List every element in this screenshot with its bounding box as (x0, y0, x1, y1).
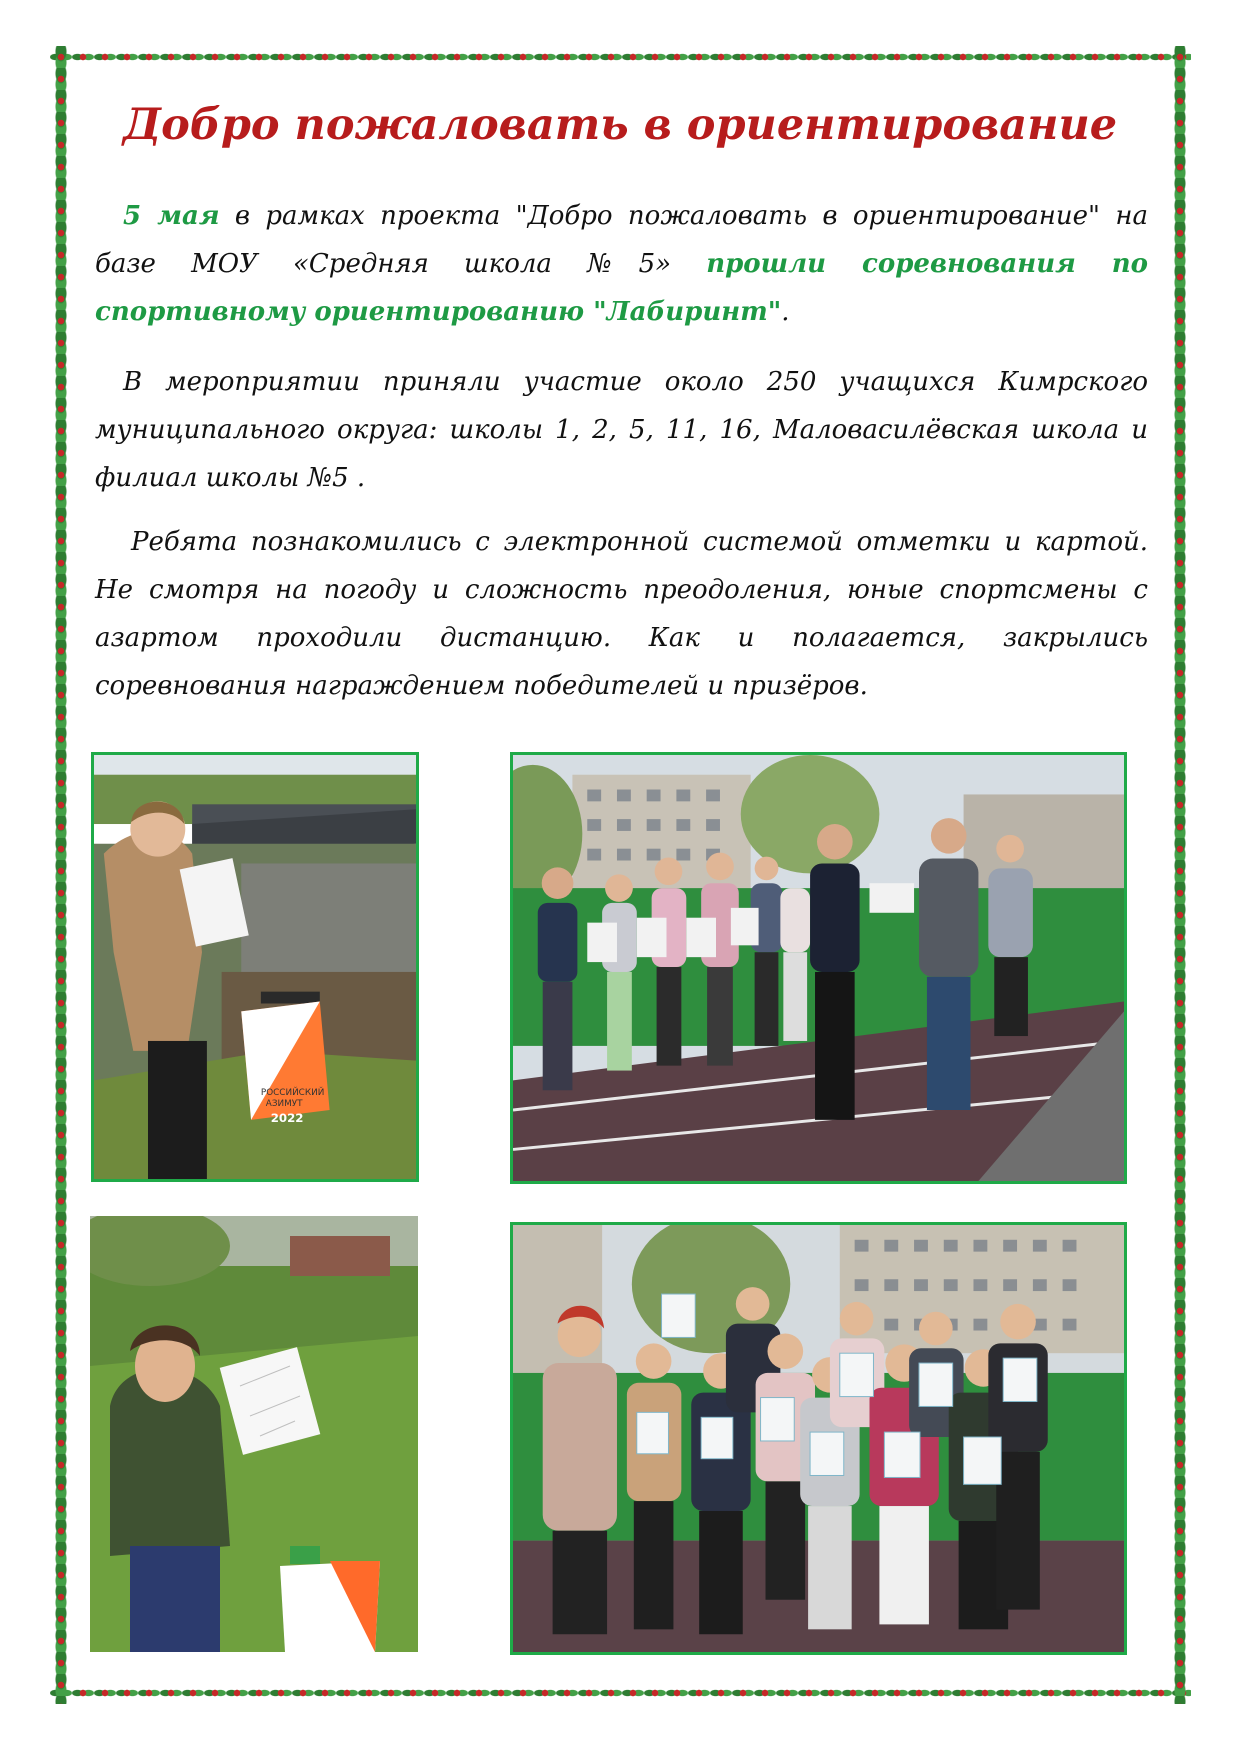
photo-group-winners (510, 1222, 1127, 1655)
paragraph-participants: В мероприятии приняли участие около 250 учащихся Кимрского муниципального округа: школы 1, 2, 5, 11, 16, Маловасилёвская школа и филиал школы №5 . (95, 367, 1148, 493)
photo-girl-with-map (90, 1216, 418, 1652)
event-date: 5 мая (123, 201, 220, 231)
photo-boy-at-control-point (91, 752, 419, 1182)
flag-text-line1: РОССИЙСКИЙ (260, 1088, 325, 1099)
page-title: Добро пожаловать в ориентирование (122, 100, 1118, 150)
paragraph-event (95, 192, 1148, 336)
event-highlight: прошли соревнования по спортивному ориентированию "Лабиринт" (95, 249, 1148, 327)
holly-border-bottom (50, 1682, 1191, 1704)
flag-text-year: 2022 (270, 1110, 304, 1125)
paragraph-results: Ребята познакомились с электронной системой отметки и картой. Не смотря на погоду и сложность преодоления, юные спортсмены с азартом проходили дистанцию. Как и полагается, закрылись соревнования награждением победителей и призёров. (95, 527, 1148, 701)
event-text: в рамках проекта "Добро пожаловать в ориентирование" на базе МОУ «Средняя школа №5» (95, 201, 1148, 279)
holly-border-left (50, 46, 72, 1704)
photo-award-ceremony (510, 752, 1127, 1184)
flag-text-line2: АЗИМУТ (265, 1099, 303, 1110)
holly-border-top (50, 46, 1191, 68)
event-text-end: . (781, 297, 790, 327)
holly-border-right (1169, 46, 1191, 1704)
